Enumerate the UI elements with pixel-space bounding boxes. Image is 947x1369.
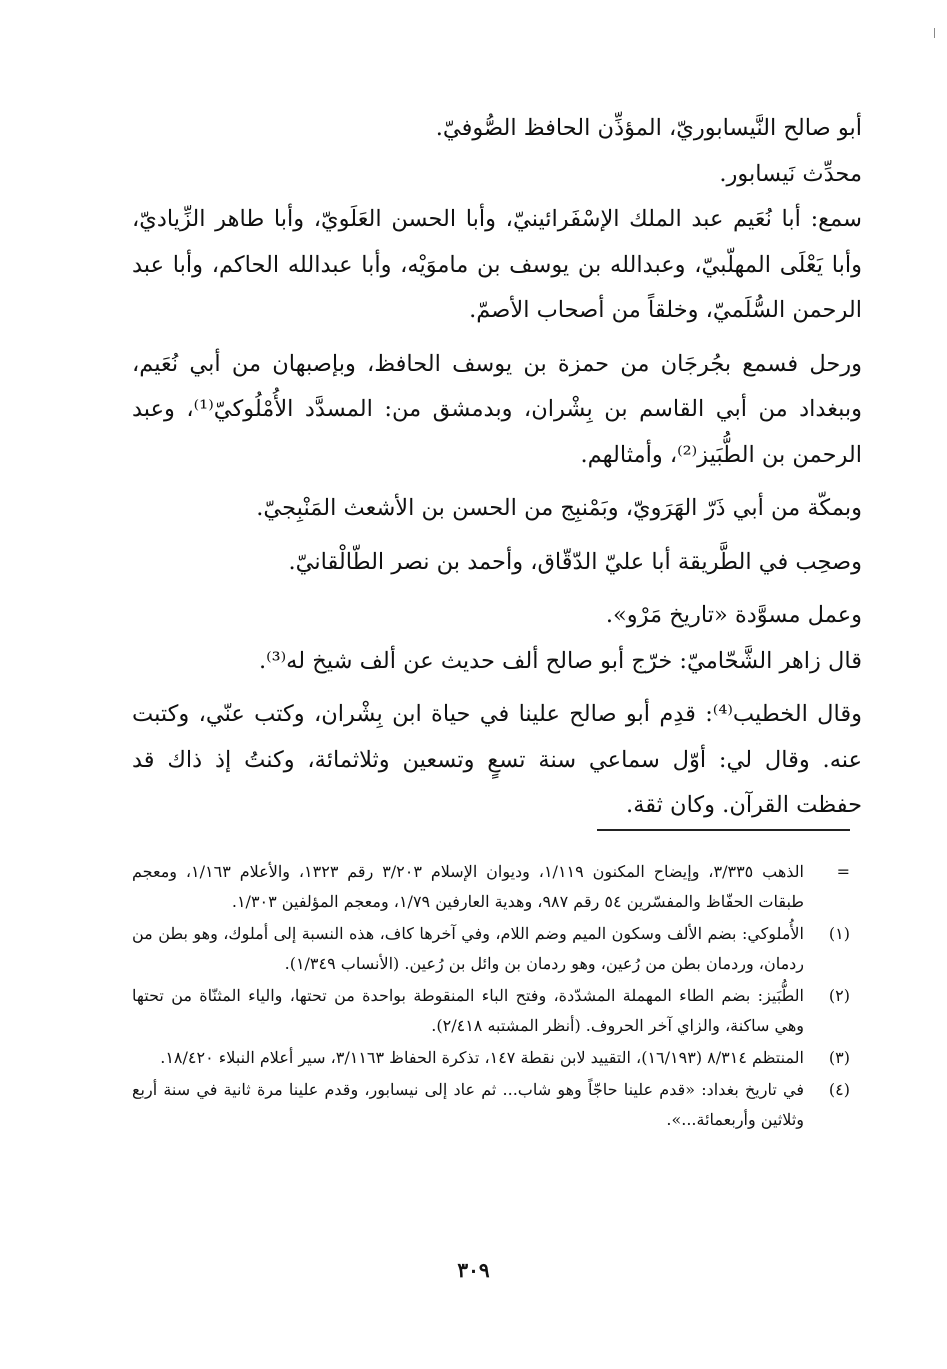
- footnote-number: (٤): [828, 1080, 850, 1099]
- paragraph-teachers: سمع: أبا نُعَيم عبد الملك الإسْفَرائينيّ، وأبا الحسن العَلَويّ، وأبا طاهر الزِّياديّ، وأبا يَعْلَى المهلّبيّ، وعبدالله بن يوسف بن ماموَيْه، وأبا عبدالله الحاكم، وأبا عبد الرحمن السُّلَميّ، وخلقاً من أصحاب الأصمّ.: [132, 206, 862, 323]
- continuation-mark: =: [836, 862, 850, 881]
- footnote-4: [132, 1075, 850, 1135]
- footnote-text: المنتظم ٨/٣١٤ (١٦/١٩٣)، التقييد لابن نقطة ١٤٧، تذكرة الحفاظ ٣/١١٦٣، سير أعلام النبلاء ١٨/٤٢٠.: [160, 1048, 804, 1067]
- margin-mark: [934, 28, 935, 38]
- footnote-2: [132, 981, 850, 1041]
- paragraph-quote-zahir: قال زاهر الشَّحّاميّ: خرّج أبو صالح ألف حديث عن ألف شيخ له⁽³⁾.: [258, 647, 862, 674]
- footnote-separator: [597, 829, 850, 831]
- main-text: [132, 106, 862, 829]
- footnote-text: الطُّبَيز: بضم الطاء المهملة المشدّدة، وفتح الباء المنقوطة بواحدة من تحتها، والياء المثنّاة من تحتها وهي ساكنة، والزاي آخر الحروف. (أنظر المشتبه ٢/٤١٨).: [132, 986, 805, 1035]
- footnote-1: [132, 919, 850, 979]
- page-number: ٣٠٩: [457, 1258, 490, 1282]
- footnote-continuation-text: الذهب ٣/٣٣٥، وإيضاح المكنون ١/١١٩، وديوان الإسلام ٣/٢٠٣ رقم ١٣٢٣، والأعلام ١/١٦٣، ومعجم طبقات الحفّاظ والمفسّرين ٥٤ رقم ٩٨٧، وهدية العارفين ١/٧٩، ومعجم المؤلفين ١/٣٠٣.: [132, 862, 804, 911]
- paragraph-mecca: وبمكّة من أبي ذَرّ الهَرَويّ، وبَمْنبِج من الحسن بن الأشعث المَنْبِجيّ.: [256, 495, 862, 521]
- paragraph-companions: وصحِب في الطَّريقة أبا عليّ الدّقّاق، وأحمد بن نصر الطّالْقانيّ.: [288, 548, 862, 575]
- paragraph-title: محدِّث نَيسابور.: [719, 160, 862, 187]
- paragraph-travels: ورحل فسمع بجُرجَان من حمزة بن يوسف الحافظ، وبإصبهان من أبي نُعَيم، وببغداد من أبي القاسم بن بِشْران، وبدمشق من: المسدَّد الأُمْلُوكيّ⁽¹⁾، وعبد الرحمن بن الطُّبَيز⁽²⁾، وأمثالهم.: [132, 350, 862, 468]
- paragraph-name: أبو صالح النَّيسابوريّ، المؤذِّن الحافظ الصُّوفيّ.: [435, 115, 862, 141]
- footnote-text: الأُملوكي: بضم الألف وسكون الميم وضم اللام، وفي آخرها كاف، هذه النسبة إلى أملوك، وهو بطن من ردمان، وردمان بطن من رُعين، وهو ردمان بن وائل بن رُعين. (الأنساب ١/٣٤٩).: [132, 924, 804, 973]
- footnote-continuation: [132, 857, 850, 917]
- footnotes: [132, 857, 850, 1137]
- footnote-3: [132, 1043, 850, 1073]
- footnote-number: (٣): [828, 1048, 850, 1067]
- footnote-number: (١): [828, 924, 850, 943]
- paragraph-quote-khatib: وقال الخطيب⁽⁴⁾: قدِم أبو صالح علينا في حياة ابن بِشْران، وكتب عنّي، وكتبت عنه. وقال لي: أوّل سماعي سنة تسعٍ وتسعين وثلاثمائة، وكنتُ إذ ذاك قد حفظت القرآن. وكان ثقة.: [132, 701, 863, 818]
- footnote-number: (٢): [828, 986, 850, 1005]
- footnote-text: في تاريخ بغداد: «قدم علينا حاجّاً وهو شاب... ثم عاد إلى نيسابور، وقدم علينا مرة ثانية في سنة أربع وثلاثين وأربعمائة...».: [132, 1080, 804, 1129]
- paragraph-history-draft: وعمل مسوَّدة «تاريخ مَرْو».: [605, 602, 862, 628]
